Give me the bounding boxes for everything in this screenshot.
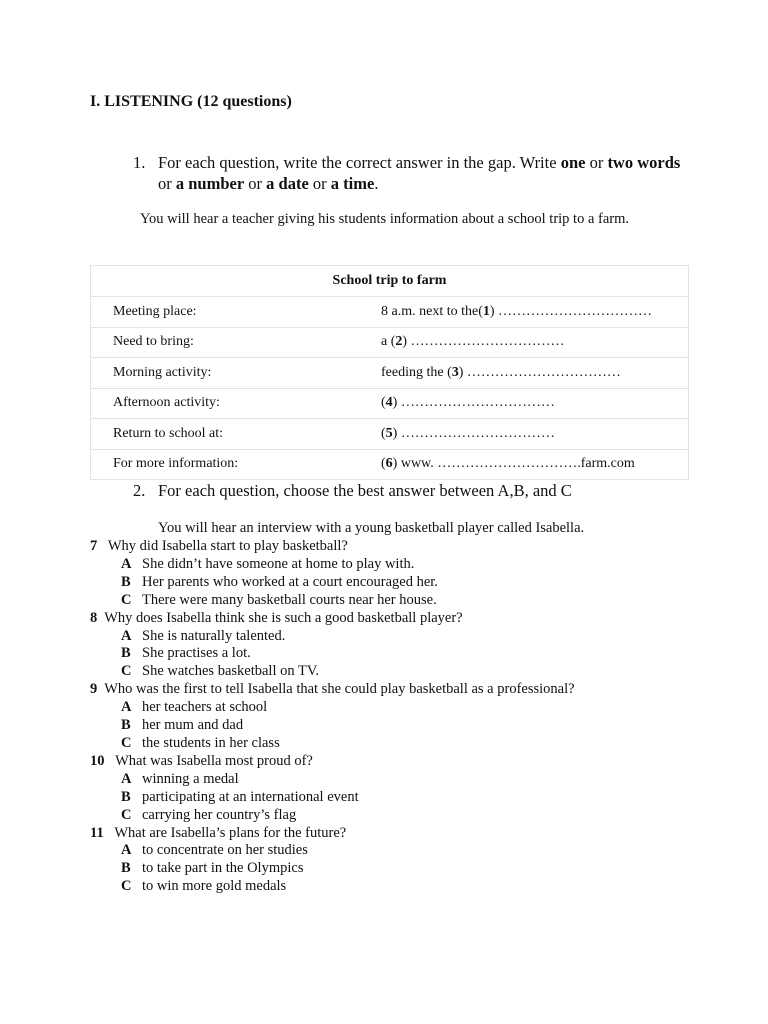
answer-option xyxy=(90,574,710,592)
gap-blank: ) …………………………… xyxy=(392,395,555,411)
option-letter: C xyxy=(121,878,132,895)
instruction-run: one xyxy=(560,153,586,172)
option-text: She is naturally talented. xyxy=(142,627,286,644)
gap-number: 4 xyxy=(385,395,393,411)
question-line xyxy=(90,681,710,699)
section-heading: I. LISTENING (12 questions) xyxy=(90,93,292,110)
gap-number: 3 xyxy=(451,364,459,380)
option-letter: B xyxy=(121,645,131,662)
gap-prefix: feeding the ( xyxy=(381,364,452,380)
option-letter: B xyxy=(121,860,131,877)
answer-option xyxy=(90,735,710,753)
option-letter: C xyxy=(121,591,132,608)
gap-number: 2 xyxy=(395,334,403,350)
instruction-run: a time xyxy=(330,174,375,193)
question-number: 11 xyxy=(90,824,104,841)
option-letter: A xyxy=(121,770,132,787)
option-text: winning a medal xyxy=(142,770,239,787)
answer-option xyxy=(90,860,710,878)
row-answer-gap xyxy=(359,449,689,480)
instruction-run: . xyxy=(374,174,379,193)
row-label: Return to school at: xyxy=(91,419,360,450)
option-text: to take part in the Olympics xyxy=(142,860,304,877)
option-text: the students in her class xyxy=(142,734,280,751)
question-gap xyxy=(104,825,115,841)
question-number: 7 xyxy=(90,538,98,554)
part1-intro: You will hear a teacher giving his students information about a school trip to a farm. xyxy=(140,211,630,227)
question-line xyxy=(90,610,710,628)
question-gap xyxy=(97,538,108,554)
option-letter: C xyxy=(121,734,132,751)
instruction-run: or xyxy=(308,174,331,193)
row-label: Meeting place: xyxy=(91,297,360,328)
option-text: Her parents who worked at a court encouraged her. xyxy=(142,573,438,590)
answer-option xyxy=(90,628,710,646)
gap-prefix: ( xyxy=(381,395,386,411)
instruction-run: or xyxy=(585,153,608,172)
question-number: 9 xyxy=(90,681,98,698)
table-row xyxy=(91,297,689,328)
part2-instruction-text: For each question, choose the best answer between A,B, and C xyxy=(158,481,572,500)
instruction-run: a date xyxy=(266,174,309,193)
gap-blank: ) …………………………… xyxy=(402,334,565,350)
option-text: She practises a lot. xyxy=(142,645,251,662)
question-line xyxy=(90,753,710,771)
part2-instruction xyxy=(133,480,693,501)
answer-option xyxy=(90,556,710,574)
answer-option xyxy=(90,878,710,896)
gap-number: 5 xyxy=(385,425,393,441)
instruction-run: a number xyxy=(175,174,245,193)
instruction-run: For each question, write the correct answer in the gap. Write xyxy=(158,153,561,172)
question-gap xyxy=(105,753,116,769)
option-text: to win more gold medals xyxy=(142,878,287,895)
question-line xyxy=(90,825,710,843)
part1-instruction-text xyxy=(158,152,693,194)
gap-number: 6 xyxy=(385,456,393,472)
gap-blank: ) …………………………… xyxy=(392,425,555,441)
gap-blank: ) …………………………… xyxy=(489,303,653,319)
row-label: Afternoon activity: xyxy=(91,388,360,419)
instruction-run: or xyxy=(244,174,267,193)
part2-intro: You will hear an interview with a young basketball player called Isabella. xyxy=(158,520,585,536)
option-letter: B xyxy=(121,573,131,590)
row-label: Morning activity: xyxy=(91,358,360,389)
answer-option xyxy=(90,717,710,735)
option-letter: A xyxy=(121,627,132,644)
part2-number: 2. xyxy=(133,481,146,500)
gap-blank: ) …………………………… xyxy=(458,364,621,380)
instruction-run: or xyxy=(158,174,176,193)
part1-instruction xyxy=(133,152,693,194)
option-text: She watches basketball on TV. xyxy=(142,663,320,680)
option-text: to concentrate on her studies xyxy=(142,842,308,859)
table-row xyxy=(91,388,689,419)
row-answer-gap xyxy=(359,388,689,419)
option-letter: C xyxy=(121,806,132,823)
option-text: her teachers at school xyxy=(142,699,268,716)
answer-option xyxy=(90,771,710,789)
gap-prefix: ( xyxy=(381,456,386,472)
answer-option xyxy=(90,699,710,717)
gap-prefix: a ( xyxy=(381,334,396,350)
table-row xyxy=(91,358,689,389)
question-number: 10 xyxy=(90,752,105,769)
question-line xyxy=(90,538,710,556)
table-row xyxy=(91,419,689,450)
option-letter: A xyxy=(121,699,132,716)
option-letter: B xyxy=(121,717,131,734)
answer-option xyxy=(90,789,710,807)
question-text: Who was the first to tell Isabella that she could play basketball as a professional? xyxy=(104,681,575,698)
question-text: What was Isabella most proud of? xyxy=(115,752,313,769)
option-letter: A xyxy=(121,842,132,859)
table-row xyxy=(91,327,689,358)
answer-option xyxy=(90,807,710,825)
question-text: What are Isabella’s plans for the future? xyxy=(114,824,347,841)
row-answer-gap xyxy=(359,297,689,328)
row-label: For more information: xyxy=(91,449,360,480)
instruction-run: two words xyxy=(607,153,681,172)
option-text: There were many basketball courts near her house. xyxy=(142,591,437,608)
answer-option xyxy=(90,592,710,610)
row-label: Need to bring: xyxy=(91,327,360,358)
gap-prefix: 8 a.m. next to the( xyxy=(381,303,483,319)
answer-option xyxy=(90,842,710,860)
question-text: Why did Isabella start to play basketball? xyxy=(107,538,348,554)
school-trip-table xyxy=(90,265,689,480)
option-letter: A xyxy=(121,555,132,572)
question-list xyxy=(90,538,710,896)
table-title: School trip to farm xyxy=(91,266,689,297)
option-text: She didn’t have someone at home to play with. xyxy=(142,555,415,572)
table-row xyxy=(91,449,689,480)
row-answer-gap xyxy=(359,419,689,450)
gap-blank: ) www. ………………………….farm.com xyxy=(392,456,635,472)
option-text: participating at an international event xyxy=(142,788,359,805)
part1-number: 1. xyxy=(133,153,146,172)
answer-option xyxy=(90,663,710,681)
option-letter: C xyxy=(121,663,132,680)
option-letter: B xyxy=(121,788,131,805)
row-answer-gap xyxy=(359,358,689,389)
gap-prefix: ( xyxy=(381,425,386,441)
option-text: carrying her country’s flag xyxy=(142,806,297,823)
answer-option xyxy=(90,645,710,663)
gap-number: 1 xyxy=(482,303,490,319)
question-number: 8 xyxy=(90,609,98,626)
question-text: Why does Isabella think she is such a good basketball player? xyxy=(104,609,463,626)
row-answer-gap xyxy=(359,327,689,358)
option-text: her mum and dad xyxy=(142,717,244,734)
